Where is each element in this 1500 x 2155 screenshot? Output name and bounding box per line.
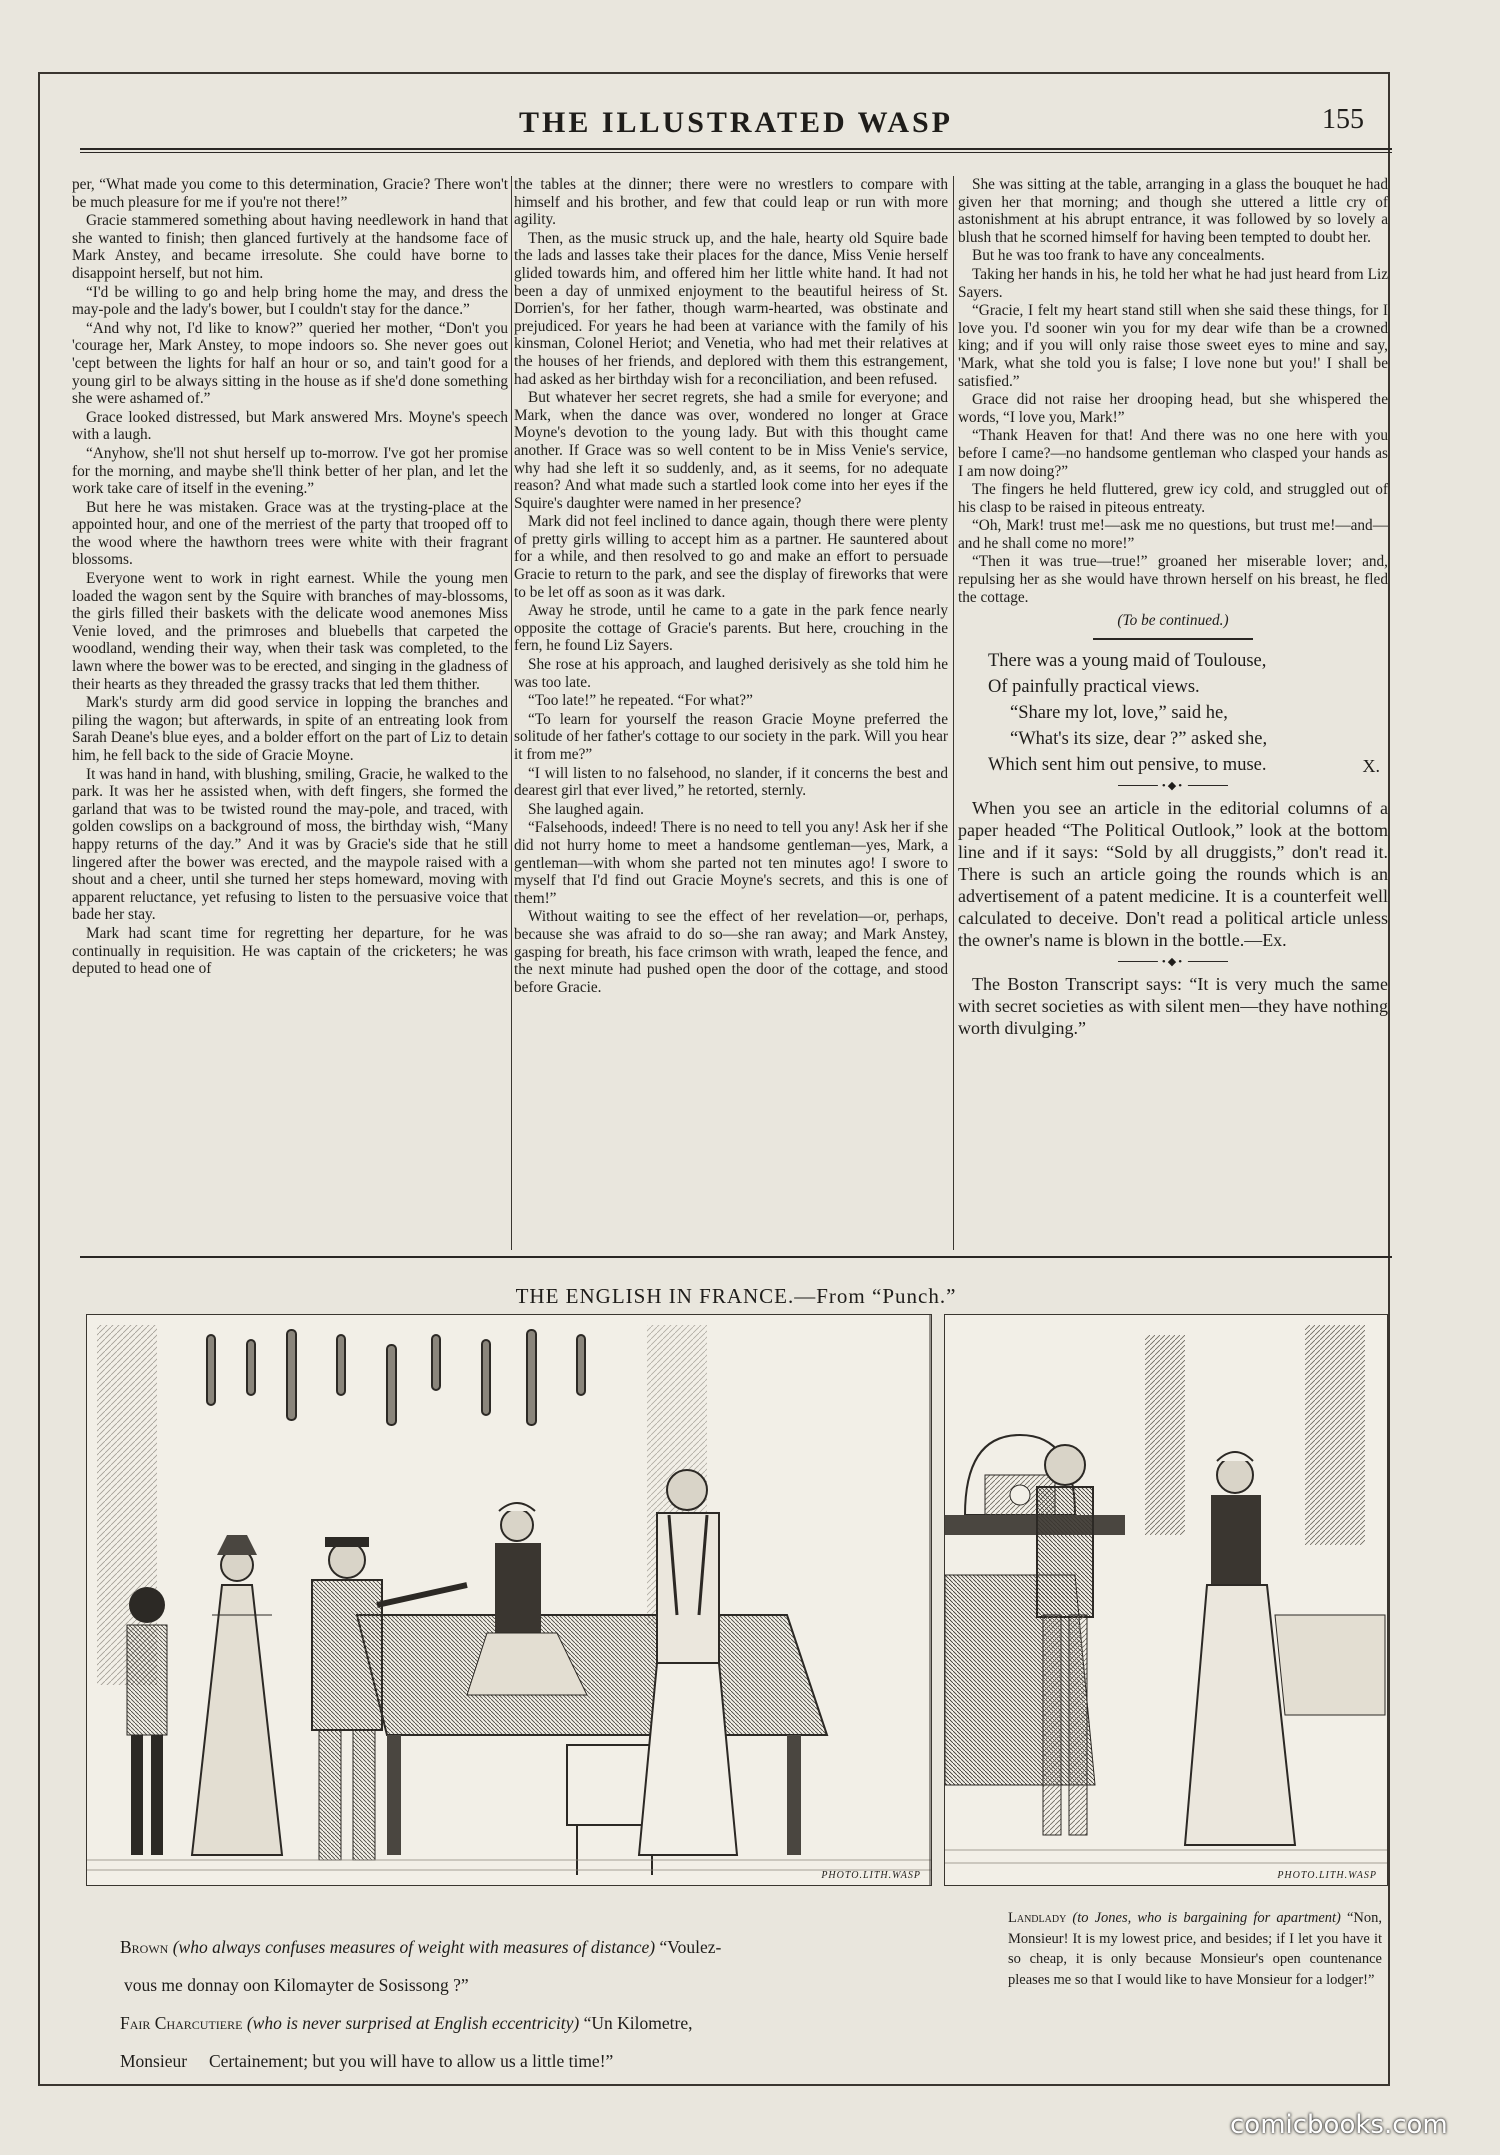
paragraph: the tables at the dinner; there were no wrestlers to compare with himself and his brother, and few that could leap or run with more agility. — [514, 176, 948, 229]
paragraph: Then, as the music struck up, and the hale, hearty old Squire bade the lads and lasses take their places for the dance, Miss Venie herself glided towards him, and offered him her little white hand. It had not been a day of unmixed enjoyment to the beautiful heiress of St. Dorrien's, for her father, though warm-hearted, was obstinate and prejudiced. For years he had been at variance with the family of his kinsman, Colonel Heriot; and Venetia, who had met their relatives at the houses of her friends, and deplored with them this estrangement, had asked as her birthday wish for a reconciliation, and been refused. — [514, 229, 948, 388]
watermark: comicbooks.com — [1230, 2110, 1448, 2140]
paragraph: She rose at his approach, and laughed derisively as she told him he was too late. — [514, 656, 948, 691]
paragraph: “Oh, Mark! trust me!—ask me no questions, but trust me!—and—and he shall come no more!” — [958, 517, 1388, 552]
dialogue: “Voulez- — [659, 1937, 722, 1957]
landlady-engraving — [945, 1315, 1387, 1885]
story-column-2 — [514, 176, 948, 1246]
paragraph: It was hand in hand, with blushing, smiling, Gracie, he walked to the park. It was her he assisted when, with deft fingers, she formed the garland that was to be twisted round the may-pole, and traced, with golden cowslips on a background of moss, the birthday wish, “Many happy returns of the day.” And it was by Gracie's side that he still lingered after the bower was erected, and the maypole raised with a shout and a cheer, until she turned her steps homeward, moving with apparent reluctance, yet refusing to listen to the persuasive voice that bade her stay. — [72, 765, 508, 924]
paragraph: “And why not, I'd like to know?” queried her mother, “Don't you 'courage her, Mark Anstey, to mope indoors so. She never goes out 'cept between the lights for half an hour or so, and tain't good for a young girl to be always sitting in the house as if she'd done something she were ashamed of.” — [72, 319, 508, 408]
poem-line: Which sent him out pensive, to muse. — [988, 754, 1267, 775]
page-number: 155 — [1322, 104, 1364, 135]
speaker-name: Brown — [120, 1937, 169, 1957]
caption-left — [120, 1928, 920, 2080]
photo-credit: PHOTO.LITH.WASP — [821, 1870, 921, 1881]
speaker-name: Fair Charcutiere — [120, 2013, 243, 2033]
dialogue: “Un Kilometre, — [583, 2013, 693, 2033]
poem-line: “Share my lot, love,” said he, — [1010, 702, 1228, 723]
stage-direction: (who always confuses measures of weight with measures of distance) — [172, 1937, 656, 1957]
paragraph: “I will listen to no falsehood, no slander, if it concerns the best and dearest girl that ever lived,” he retorted, sternly. — [514, 764, 948, 800]
paragraph: Mark had scant time for regretting her departure, for he was continually in requisition. He was captain of the cricketers; he was deputed to head one of — [72, 924, 508, 978]
stage-direction: (to Jones, who is bargaining for apartment) — [1072, 1910, 1341, 1926]
poem-line: “What's its size, dear ?” asked she, — [1010, 728, 1268, 749]
speaker-name: Landlady — [1008, 1910, 1067, 1926]
paragraph: “Anyhow, she'll not shut herself up to-morrow. I've got her promise for the morning, and maybe she'll think better of her plan, and let the work take care of itself in the evening.” — [72, 444, 508, 498]
header-rule-thin — [80, 152, 1392, 153]
caption-line: Monsieur Certainement; but you will have to allow us a little time!” — [120, 2051, 614, 2071]
paragraph: Away he strode, until he came to a gate in the park fence nearly opposite the cottage of Gracie's parents. But here, crouching in the fern, he found Liz Sayers. — [514, 602, 948, 655]
paragraph: “I'd be willing to go and help bring home the may, and dress the may-pole and the lady's bower, but I couldn't stay for the dance.” — [72, 283, 508, 319]
paragraph: Mark did not feel inclined to dance again, though there were plenty of pretty girls willing to accept him as a partner. He sauntered about for a while, and then resolved to go and make an effort to persuade Gracie to return to the park, and see the display of fireworks that were to be let off as soon as it was dark. — [514, 513, 948, 601]
illustration-charcuterie — [86, 1314, 932, 1886]
caption-line — [120, 2004, 920, 2042]
ornament-divider: •◆• — [1118, 957, 1228, 967]
ornament-divider: •◆• — [1118, 781, 1228, 791]
stage-direction: (who is never surprised at English eccentricity) — [246, 2013, 580, 2033]
story-column-1 — [72, 176, 508, 1246]
paragraph: “Falsehoods, indeed! There is no need to tell you any! Ask her if she did not hurry home to meet a handsome gentleman—yes, Mark, a gentleman—with whom she parted not ten minutes ago! I swore to myself that I'd find out Gracie Moyne's secrets, and this is one of them!” — [514, 819, 948, 907]
paragraph: The fingers he held fluttered, grew icy cold, and struggled out of his clasp to be raised in piteous entreaty. — [958, 481, 1388, 516]
paragraph: Without waiting to see the effect of her revelation—or, perhaps, because she was afraid to do so—she ran away; and Mark Anstey, gasping for breath, his face crimson with wrath, leaped the fence, and the next minute had pushed open the door of the cottage, and stood before Gracie. — [514, 908, 948, 996]
header-rule — [80, 148, 1392, 150]
paragraph: “Thank Heaven for that! And there was no one here with you before I came?—no handsome gentleman who clasped your hands as I am now doing?” — [958, 427, 1388, 480]
paragraph: “Gracie, I felt my heart stand still when she said these things, for I love you. I'd sooner win you for my dear wife than be a crowned king; and if you will only raise those sweet eyes to mine and say, 'Mark, what she told you is false; I love none but you!' I shall be satisfied.” — [958, 302, 1388, 390]
paragraph: Grace looked distressed, but Mark answered Mrs. Moyne's speech with a laugh. — [72, 408, 508, 444]
paragraph: Mark's sturdy arm did good service in lopping the branches and piling the wagon; but afterwards, in spite of an entreating look from Sarah Deane's blue eyes, and a bolder effort on the part of Liz to detain him, he fell back to the side of Gracie Moyne. — [72, 694, 508, 764]
article-paragraph: When you see an article in the editorial columns of a paper headed “The Political Outlook,” look at the bottom line and if it says: “Sold by all druggists,” don't read it. There is such an article going the rounds which is an advertisement of a patent medicine. It is a counterfeit well calculated to deceive. Don't read a political article unless the owner's name is blown in the bottle.—Ex. — [958, 798, 1388, 951]
illustration-title: THE ENGLISH IN FRANCE.—From “Punch.” — [515, 1284, 957, 1308]
illustration-landlady — [944, 1314, 1388, 1886]
paragraph: She laughed again. — [528, 800, 644, 818]
paragraph: per, “What made you come to this determination, Gracie? There won't be much pleasure for me if you're not there!” — [72, 176, 508, 211]
column-rule — [511, 176, 512, 1250]
paragraph: “Then it was true—true!” groaned her miserable lover; and, repulsing her as she would have thrown herself on his breast, he fled the cottage. — [958, 553, 1388, 606]
caption-line — [120, 1928, 920, 1966]
charcuterie-engraving — [87, 1315, 931, 1885]
poem-signature: X. — [1362, 755, 1380, 776]
photo-credit: PHOTO.LITH.WASP — [1277, 1870, 1377, 1881]
story-column-3 — [958, 176, 1388, 1246]
publication-title: THE ILLUSTRATED WASP — [518, 106, 953, 139]
column-rule — [953, 176, 954, 1250]
caption-line: vous me donnay oon Kilomayter de Sosissong ?” — [124, 1975, 469, 1995]
paragraph: She was sitting at the table, arranging in a glass the bouquet he had given her that morning; and though she uttered a little cry of astonishment at his abrupt entrance, it was followed by so lovely a blush that he scorned himself for having been tempted to doubt her. — [958, 176, 1388, 246]
paragraph: “Too late!” he repeated. “For what?” — [528, 692, 753, 710]
paragraph: But whatever her secret regrets, she had a smile for everyone; and Mark, when the dance was over, wondered no longer at Grace Moyne's devotion to the young lady. But with this thought came another. If Grace was so well content to be in Miss Venie's service, why had she left it so suddenly, and, as it seems, for no adequate reason? And what made such a startled look come into her eyes if the Squire's daughter were named in her presence? — [514, 389, 948, 512]
poem-line: Of painfully practical views. — [988, 676, 1200, 697]
paragraph: Taking her hands in his, he told her what he had just heard from Liz Sayers. — [958, 265, 1388, 301]
illustration-rule — [80, 1256, 1392, 1258]
paragraph: Grace did not raise her drooping head, but she whispered the words, “I love you, Mark!” — [958, 391, 1388, 426]
masthead — [80, 100, 1392, 140]
poem-line: There was a young maid of Toulouse, — [988, 650, 1267, 671]
paragraph: Everyone went to work in right earnest. While the young men loaded the wagon sent by the Squire with branches of may-blossoms, the girls filled their baskets with the delicate wood anemones Miss Venie loved, and the primroses and bluebells that carpeted the woodland, wending their way, when their task was completed, to the lawn where the bower was to be erected, and singing in the gladness of their hearts as they threaded the grassy tracks that led them thither. — [72, 570, 508, 693]
caption-right — [1008, 1908, 1382, 1990]
boston-transcript-paragraph: The Boston Transcript says: “It is very much the same with secret societies as with silent men—they have nothing worth divulging.” — [958, 974, 1388, 1039]
dialogue: “Non, Monsieur! It is my lowest price, and besides; if I let you have it so cheap, it is only because Monsieur's open countenance pleases me so that I would like to have Monsieur for a lodger!” — [1008, 1910, 1383, 1988]
paragraph: But he was too frank to have any concealments. — [972, 247, 1265, 265]
paragraph: But here he was mistaken. Grace was at the trysting-place at the appointed hour, and one of the merriest of the party that trooped off to the wood where the hawthorn trees were white with their fragrant blossoms. — [72, 498, 508, 569]
to-be-continued: (To be continued.) — [1117, 612, 1229, 630]
section-divider — [1093, 638, 1253, 640]
paragraph: “To learn for yourself the reason Gracie Moyne preferred the solitude of her father's cottage to our society in the park. Will you hear it from me?” — [514, 710, 948, 763]
paragraph: Gracie stammered something about having needlework in hand that she wanted to finish; then glanced furtively at the handsome face of Mark Anstey, and became irresolute. She could have borne to disappoint herself, but not him. — [72, 212, 508, 282]
